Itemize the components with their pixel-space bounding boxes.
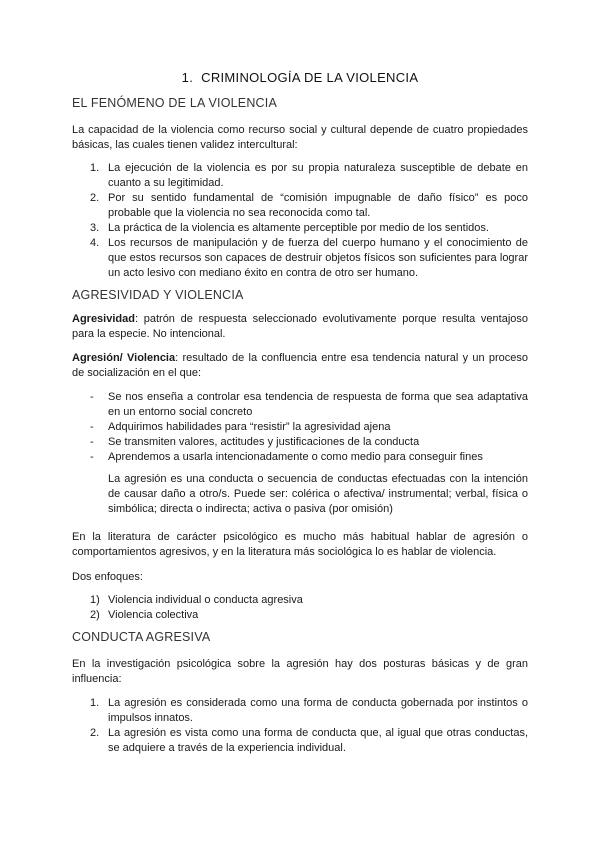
list-item bbox=[72, 450, 528, 465]
list-item-text: Los recursos de manipulación y de fuerza del cuerpo humano y el conocimiento de que estos recursos son capaces de destruir objetos físicos son suficientes para lograr un acto lesivo con mediano éxito en contra de otro ser humano. bbox=[108, 237, 528, 279]
list-marker: 1. bbox=[90, 697, 100, 709]
enfoques-list bbox=[72, 593, 528, 623]
list-item bbox=[72, 593, 528, 608]
list-marker: - bbox=[90, 391, 94, 403]
literature-paragraph: En la literatura de carácter psicológico es mucho más habitual hablar de agresión o comportamientos agresivos, y en la literatura más sociológica lo es hablar de violencia. bbox=[72, 531, 528, 558]
list-item-text: Aprendemos a usarla intencionadamente o como medio para conseguir fines bbox=[108, 451, 483, 463]
list-marker: - bbox=[90, 436, 94, 448]
conducta-list bbox=[72, 696, 528, 756]
definition-term: Agresión/ Violencia bbox=[72, 352, 176, 364]
list-marker: 1) bbox=[90, 594, 100, 606]
list-item-text: Violencia colectiva bbox=[108, 609, 199, 621]
title-number: 1. bbox=[181, 70, 194, 85]
list-item bbox=[72, 608, 528, 623]
list-item-text: La agresión es vista como una forma de conducta que, al igual que otras conductas, se adquiere a través de la experiencia individual. bbox=[108, 727, 528, 754]
definition-text: : patrón de respuesta seleccionado evolutivamente porque resulta ventajoso para la especie. No intencional. bbox=[72, 313, 528, 340]
fenomeno-list bbox=[72, 161, 528, 281]
list-item bbox=[72, 191, 528, 221]
list-marker: 2. bbox=[90, 727, 100, 739]
definition-agresividad bbox=[72, 312, 528, 342]
conducta-intro: En la investigación psicológica sobre la agresión hay dos posturas básicas y de gran influencia: bbox=[72, 658, 528, 685]
list-item bbox=[72, 696, 528, 726]
heading-agresividad: AGRESIVIDAD Y VIOLENCIA bbox=[72, 288, 244, 302]
list-marker: - bbox=[90, 451, 94, 463]
agresividad-bullets bbox=[72, 390, 528, 465]
list-item-text: La ejecución de la violencia es por su propia naturaleza susceptible de debate en cuanto a su legitimidad. bbox=[108, 162, 528, 189]
definition-term: Agresividad bbox=[72, 313, 135, 325]
list-item-text: La agresión es considerada como una forma de conducta gobernada por instintos o impulsos innatos. bbox=[108, 697, 528, 724]
list-marker: - bbox=[90, 421, 94, 433]
definition-text: : resultado de la confluencia entre esa tendencia natural y un proceso de socialización en el que: bbox=[72, 352, 529, 379]
list-item bbox=[72, 236, 528, 281]
list-marker: 2. bbox=[90, 192, 100, 204]
list-item bbox=[72, 161, 528, 191]
list-item bbox=[72, 221, 528, 236]
list-item-text: Se transmiten valores, actitudes y justificaciones de la conducta bbox=[108, 436, 420, 448]
list-marker: 2) bbox=[90, 609, 100, 621]
page-title bbox=[0, 70, 600, 85]
list-item-text: Adquirimos habilidades para “resistir” la agresividad ajena bbox=[108, 421, 391, 433]
list-item-text: Se nos enseña a controlar esa tendencia de respuesta de forma que sea adaptativa en un entorno social concreto bbox=[108, 391, 528, 418]
list-item-text: La práctica de la violencia es altamente perceptible por medio de los sentidos. bbox=[108, 222, 489, 234]
list-marker: 3. bbox=[90, 222, 100, 234]
title-text: CRIMINOLOGÍA DE LA VIOLENCIA bbox=[201, 70, 419, 85]
fenomeno-intro: La capacidad de la violencia como recurso social y cultural depende de cuatro propiedades básicas, las cuales tienen validez intercultural: bbox=[72, 124, 528, 151]
list-item bbox=[72, 435, 528, 450]
heading-fenomeno: EL FENÓMENO DE LA VIOLENCIA bbox=[72, 96, 277, 110]
enfoques-label: Dos enfoques: bbox=[72, 571, 143, 583]
list-marker: 4. bbox=[90, 237, 100, 249]
list-item bbox=[72, 726, 528, 756]
list-item bbox=[72, 390, 528, 420]
aggression-note: La agresión es una conducta o secuencia de conductas efectuadas con la intención de causar daño a otro/s. Puede ser: colérica o afectiva/ instrumental; verbal, física o simbólica; directa o indirecta; activa o pasiva (por omisión) bbox=[108, 473, 528, 515]
heading-conducta: CONDUCTA AGRESIVA bbox=[72, 630, 211, 644]
list-item bbox=[72, 420, 528, 435]
list-marker: 1. bbox=[90, 162, 100, 174]
list-item-text: Violencia individual o conducta agresiva bbox=[108, 594, 303, 606]
list-item-text: Por su sentido fundamental de “comisión impugnable de daño físico” es poco probable que la violencia no sea reconocida como tal. bbox=[108, 192, 528, 219]
definition-agresion bbox=[72, 351, 528, 381]
